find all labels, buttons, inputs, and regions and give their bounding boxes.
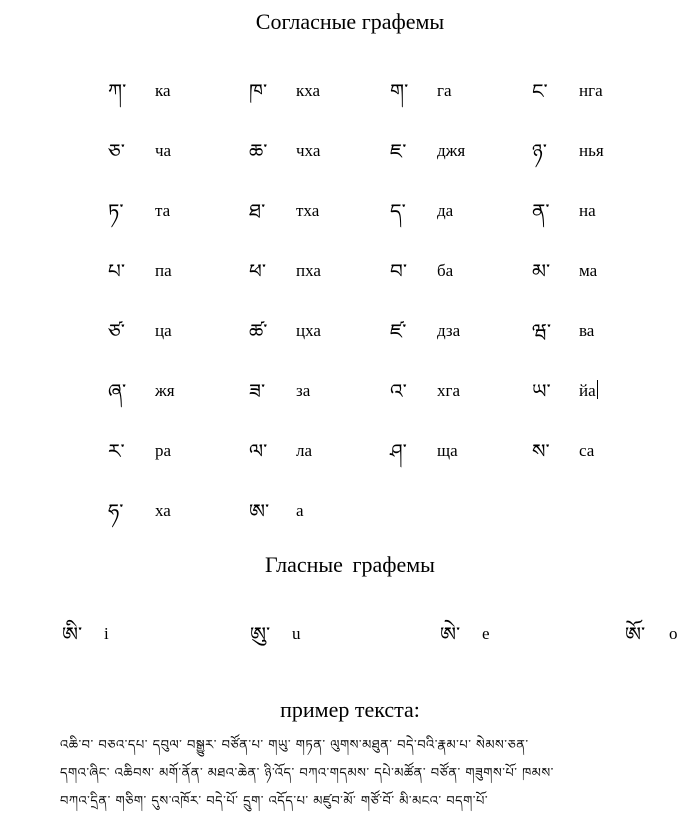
example-text-line: དགའ་ཞིང་ འཆིབས་ མགོ་ནོན་ མཐའ་ཆེན་ ཉི་འོད་ བཀའ་གདམས་ དཔེ་མཚོན་ བཙོན་ གཟུགས་པོ་ ཁམས་: [60, 766, 554, 781]
transliteration: да: [437, 201, 454, 220]
transliteration: ча: [155, 141, 172, 160]
consonant-item: [108, 316, 258, 346]
transliteration: пха: [296, 261, 321, 280]
tibetan-glyph: ཞ་: [108, 379, 127, 403]
tibetan-glyph: ར་: [108, 439, 125, 463]
tibetan-glyph: བ་: [390, 259, 408, 283]
consonant-item: [108, 196, 258, 226]
transliteration: хга: [437, 381, 461, 400]
example-heading: пример текста:: [280, 697, 420, 722]
consonant-item: [108, 436, 258, 466]
transliteration: чха: [296, 141, 321, 160]
example-text-line: འཆི་བ་ བཅའ་དཔ་ དབུལ་ བསྒྱུར་ བཙོན་པ་ གཡུ་ གཏན་ ལུགས་མཐུན་ བདེ་བའི་རྣམ་པ་ སེམས་ཅན་: [60, 738, 529, 753]
transliteration: e: [482, 624, 490, 643]
tibetan-glyph: ཏ་: [108, 199, 124, 223]
consonant-item: [249, 376, 399, 406]
vowel-item: [625, 618, 700, 650]
transliteration: нья: [579, 141, 604, 160]
tibetan-glyph: ག་: [390, 79, 409, 103]
transliteration: га: [437, 81, 452, 100]
transliteration: йа: [579, 376, 598, 406]
tibetan-glyph: ས་: [532, 439, 550, 463]
vowel-item: [440, 618, 560, 650]
transliteration: за: [296, 381, 311, 400]
consonant-item: [390, 196, 540, 226]
consonant-item: [249, 196, 399, 226]
transliteration: o: [669, 624, 678, 643]
consonant-item: [390, 136, 540, 166]
consonant-item: [108, 136, 258, 166]
consonant-item: [249, 496, 399, 526]
consonant-item: [390, 76, 540, 106]
transliteration: ма: [579, 261, 598, 280]
tibetan-glyph: ཤ་: [390, 439, 407, 463]
transliteration: ла: [296, 441, 313, 460]
tibetan-glyph: འ་: [390, 379, 407, 403]
transliteration: па: [155, 261, 172, 280]
tibetan-glyph: ཨུ་: [250, 622, 271, 646]
consonant-item: [249, 316, 399, 346]
transliteration: цха: [296, 321, 321, 340]
tibetan-glyph: ན་: [532, 199, 550, 223]
transliteration: ба: [437, 261, 454, 280]
tibetan-glyph: ཆ་: [249, 139, 268, 163]
consonant-item: [390, 376, 540, 406]
tibetan-glyph: ད་: [390, 199, 406, 223]
consonant-item: [108, 76, 258, 106]
tibetan-glyph: ང་: [532, 79, 548, 103]
consonant-item: [249, 436, 399, 466]
transliteration: нга: [579, 81, 603, 100]
tibetan-glyph: ཝ་: [532, 319, 552, 343]
consonant-item: [249, 256, 399, 286]
tibetan-glyph: ཨི་: [62, 622, 83, 646]
tibetan-glyph: ཇ་: [390, 139, 407, 163]
example-text[interactable]: [60, 732, 690, 816]
tibetan-glyph: ཅ་: [108, 139, 125, 163]
transliteration: ца: [155, 321, 172, 340]
vowel-item: [250, 618, 370, 650]
transliteration: ща: [437, 441, 458, 460]
tibetan-glyph: ཀ་: [108, 79, 127, 103]
consonant-item: [249, 76, 399, 106]
tibetan-glyph: ཕ་: [249, 259, 267, 283]
tibetan-glyph: ཨོ་: [625, 622, 646, 646]
transliteration: ра: [155, 441, 172, 460]
transliteration: тха: [296, 201, 320, 220]
example-text-line: བཀའ་དྲིན་ གཅིག་ དུས་འཁོར་ བདེ་པོ་ དྲུག་ འདོད་པ་ མཛུབ་མོ་ གཙོ་བོ་ མི་མངའ་ བདག་པོ་: [60, 794, 489, 809]
transliteration: ка: [155, 81, 171, 100]
consonant-item: [532, 256, 682, 286]
tibetan-glyph: ཧ་: [108, 499, 124, 523]
consonant-item: [390, 316, 540, 346]
transliteration: джя: [437, 141, 466, 160]
tibetan-glyph: ཡ་: [532, 379, 551, 403]
transliteration: кха: [296, 81, 321, 100]
consonant-item: [390, 256, 540, 286]
consonant-item: [249, 136, 399, 166]
consonant-item: [532, 76, 682, 106]
tibetan-glyph: ཐ་: [249, 199, 266, 223]
consonant-item: [108, 376, 258, 406]
tibetan-glyph: ཚ་: [249, 319, 268, 343]
consonant-item: [390, 436, 540, 466]
consonant-item: [532, 316, 682, 346]
consonants-heading: Согласные графемы: [255, 9, 445, 34]
consonant-item: [108, 496, 258, 526]
consonant-item: [532, 436, 682, 466]
tibetan-glyph: ཁ་: [249, 79, 268, 103]
transliteration: u: [292, 624, 301, 643]
vowels-heading: Гласные графемы: [265, 552, 435, 577]
transliteration: са: [579, 441, 595, 460]
transliteration: та: [155, 201, 171, 220]
vowel-item: [62, 618, 182, 650]
transliteration: ва: [579, 321, 595, 340]
consonant-item: [532, 196, 682, 226]
transliteration: ха: [155, 501, 171, 520]
transliteration: i: [104, 624, 109, 643]
transliteration: дза: [437, 321, 461, 340]
tibetan-glyph: ཉ་: [532, 139, 547, 163]
tibetan-glyph: ལ་: [249, 439, 268, 463]
consonant-item: [108, 256, 258, 286]
tibetan-glyph: ཙ་: [108, 319, 125, 343]
tibetan-glyph: པ་: [108, 259, 126, 283]
transliteration: на: [579, 201, 596, 220]
tibetan-glyph: མ་: [532, 259, 551, 283]
consonant-item: [532, 136, 682, 166]
consonant-item: [532, 376, 682, 406]
tibetan-glyph: ཛ་: [390, 319, 407, 343]
transliteration: а: [296, 501, 304, 520]
tibetan-glyph: ཨེ་: [440, 622, 461, 646]
transliteration: жя: [155, 381, 175, 400]
tibetan-glyph: ཨ་: [249, 499, 270, 523]
tibetan-glyph: ཟ་: [249, 379, 266, 403]
